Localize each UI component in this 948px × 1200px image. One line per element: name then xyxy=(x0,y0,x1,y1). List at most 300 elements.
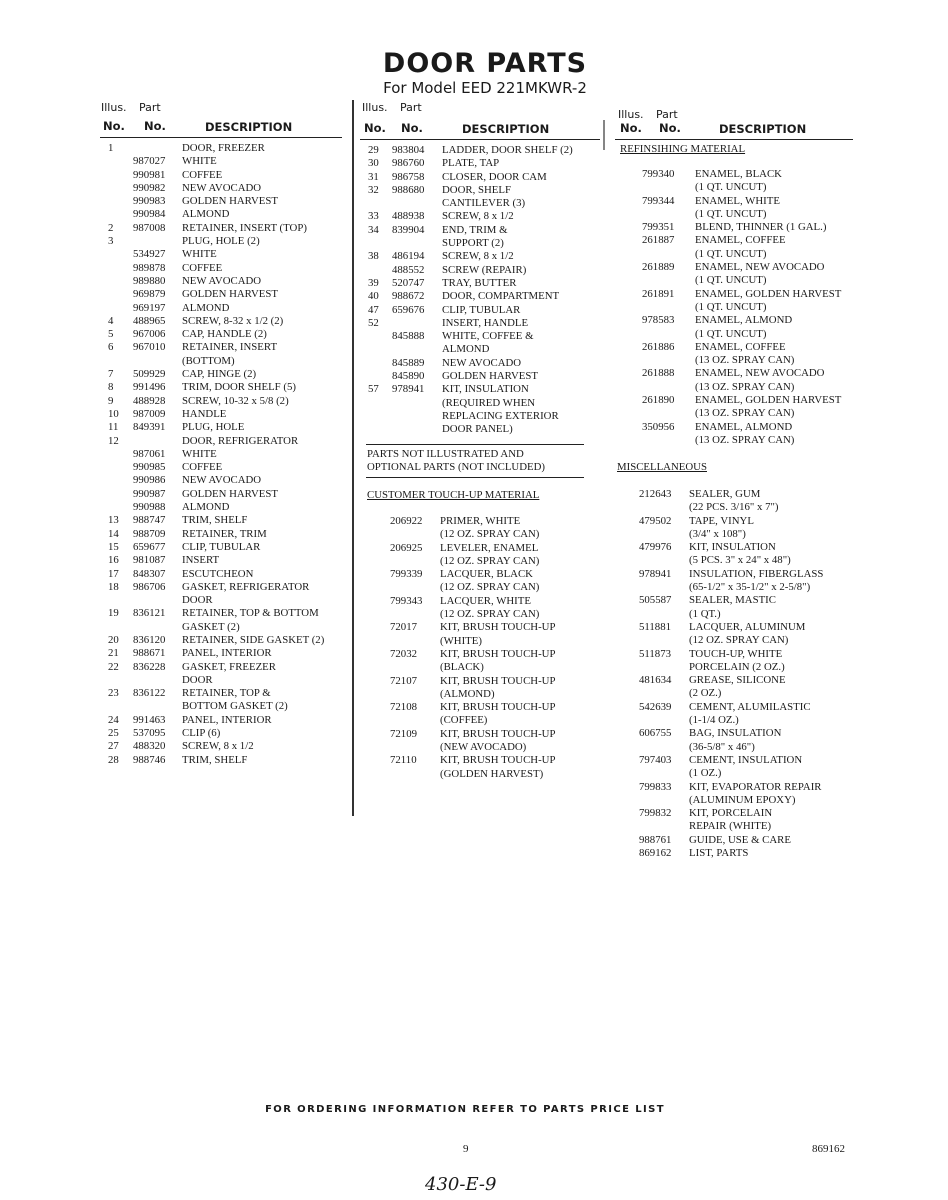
description: TRIM, DOOR SHELF (5) xyxy=(182,381,296,394)
col1-header-rule xyxy=(100,137,342,138)
description: KIT, BRUSH TOUCH-UP xyxy=(440,647,556,660)
illus-no: 4 xyxy=(108,314,114,327)
description: TRIM, SHELF xyxy=(182,514,248,527)
part-no: 987009 xyxy=(133,407,166,420)
illus-no: 28 xyxy=(108,753,119,766)
illus-no: 15 xyxy=(108,540,119,553)
description: LACQUER, WHITE xyxy=(440,594,531,607)
part-no: 72109 xyxy=(390,727,417,740)
part-no: 845888 xyxy=(392,330,425,343)
part-no: 350956 xyxy=(642,420,675,433)
description: COFFEE xyxy=(182,168,223,181)
description: GOLDEN HARVEST xyxy=(182,288,279,301)
illus-no: 31 xyxy=(368,170,379,183)
col3-header-illus: Illus. xyxy=(618,108,644,121)
part-no: 981087 xyxy=(133,554,166,567)
part-no: 797403 xyxy=(639,753,672,766)
part-no: 799832 xyxy=(639,807,672,820)
description: BOTTOM GASKET (2) xyxy=(182,700,288,713)
part-no: 206925 xyxy=(390,541,423,554)
description: ENAMEL, ALMOND xyxy=(695,420,793,433)
description: BAG, INSULATION xyxy=(689,727,782,740)
part-no: 987008 xyxy=(133,221,166,234)
description: (ALUMINUM EPOXY) xyxy=(689,793,796,806)
part-no: 967006 xyxy=(133,328,166,341)
part-no: 505587 xyxy=(639,594,672,607)
description: ENAMEL, COFFEE xyxy=(695,340,786,353)
description: (2 OZ.) xyxy=(689,687,722,700)
illus-no: 24 xyxy=(108,713,119,726)
part-no: 849391 xyxy=(133,421,166,434)
part-no: 987061 xyxy=(133,447,166,460)
description: (1 QT. UNCUT) xyxy=(695,274,767,287)
description: CLIP (6) xyxy=(182,727,221,740)
description: (ALMOND) xyxy=(440,687,495,700)
description: REPAIR (WHITE) xyxy=(689,820,772,833)
description: CAP, HANDLE (2) xyxy=(182,328,267,341)
illus-no: 32 xyxy=(368,183,379,196)
description: ENAMEL, NEW AVOCADO xyxy=(695,367,825,380)
illus-no: 11 xyxy=(108,421,119,434)
part-no: 986760 xyxy=(392,157,425,170)
description: PORCELAIN (2 OZ.) xyxy=(689,660,785,673)
illus-no: 40 xyxy=(368,290,379,303)
illus-no: 27 xyxy=(108,740,119,753)
part-no: 534927 xyxy=(133,248,166,261)
part-no: 511873 xyxy=(639,647,671,660)
col1-header-illus: Illus. xyxy=(101,101,127,114)
illus-no: 14 xyxy=(108,527,119,540)
description: ENAMEL, COFFEE xyxy=(695,234,786,247)
part-no: 261891 xyxy=(642,287,675,300)
part-no: 839904 xyxy=(392,223,425,236)
illus-no: 9 xyxy=(108,394,114,407)
model-subtitle: For Model EED 221MKWR-2 xyxy=(383,79,587,97)
description: ENAMEL, ALMOND xyxy=(695,314,793,327)
description: (3/4" x 108") xyxy=(689,527,746,540)
part-no: 990985 xyxy=(133,461,166,474)
part-no: 659677 xyxy=(133,540,166,553)
part-no: 990982 xyxy=(133,181,166,194)
description: GASKET (2) xyxy=(182,620,240,633)
description: NEW AVOCADO xyxy=(182,274,262,287)
illus-no: 10 xyxy=(108,407,119,420)
part-no: 869162 xyxy=(639,847,672,860)
description: (WHITE) xyxy=(440,634,482,647)
description: KIT, EVAPORATOR REPAIR xyxy=(689,780,822,793)
description: GOLDEN HARVEST xyxy=(442,370,539,383)
description: DOOR xyxy=(182,673,213,686)
illus-no: 22 xyxy=(108,660,119,673)
description: GREASE, SILICONE xyxy=(689,674,786,687)
part-no: 978941 xyxy=(392,383,425,396)
col1-header-part-no: No. xyxy=(144,119,166,133)
description: SCREW, 8-32 x 1/2 (2) xyxy=(182,314,284,327)
description: GASKET, REFRIGERATOR xyxy=(182,580,310,593)
description: RETAINER, INSERT xyxy=(182,341,278,354)
illus-no: 12 xyxy=(108,434,119,447)
description: (5 PCS. 3" x 24" x 48") xyxy=(689,554,791,567)
description: KIT, BRUSH TOUCH-UP xyxy=(440,621,556,634)
illus-no: 20 xyxy=(108,633,119,646)
description: (12 OZ. SPRAY CAN) xyxy=(440,581,540,594)
part-no: 990983 xyxy=(133,195,166,208)
description: NEW AVOCADO xyxy=(182,181,262,194)
description: DOOR PANEL) xyxy=(442,423,513,436)
description: LACQUER, BLACK xyxy=(440,568,533,581)
description: RETAINER, TRIM xyxy=(182,527,267,540)
description: (13 OZ. SPRAY CAN) xyxy=(695,407,795,420)
part-no: 261886 xyxy=(642,340,675,353)
refinishing-heading: REFINSIHING MATERIAL xyxy=(620,143,746,155)
part-no: 988672 xyxy=(392,290,425,303)
col2-section-rule xyxy=(366,444,584,445)
part-no: 72107 xyxy=(390,674,417,687)
part-no: 511881 xyxy=(639,620,671,633)
description: ALMOND xyxy=(182,208,230,221)
description: (GOLDEN HARVEST) xyxy=(440,767,544,780)
illus-no: 57 xyxy=(368,383,379,396)
col2-header-description: DESCRIPTION xyxy=(462,122,550,136)
description: SCREW, 8 x 1/2 xyxy=(182,740,254,753)
description: NEW AVOCADO xyxy=(442,356,522,369)
part-no: 479976 xyxy=(639,541,672,554)
description: (COFFEE) xyxy=(440,714,488,727)
illus-no: 25 xyxy=(108,727,119,740)
description: (1 OZ.) xyxy=(689,767,722,780)
description: SCREW (REPAIR) xyxy=(442,263,527,276)
part-no: 799340 xyxy=(642,168,675,180)
description: SCREW, 10-32 x 5/8 (2) xyxy=(182,394,289,407)
part-no: 659676 xyxy=(392,303,425,316)
description: WHITE xyxy=(182,447,217,460)
col2-notes-rule xyxy=(366,477,584,478)
part-no: 799343 xyxy=(390,594,423,607)
description: SCREW, 8 x 1/2 xyxy=(442,250,514,263)
part-no: 991496 xyxy=(133,381,166,394)
description: PLUG, HOLE (2) xyxy=(182,235,260,248)
illus-no: 52 xyxy=(368,316,379,329)
description: CAP, HINGE (2) xyxy=(182,368,257,381)
part-no: 836121 xyxy=(133,607,166,620)
description: (36-5/8" x 46") xyxy=(689,740,755,753)
illus-no: 7 xyxy=(108,368,114,381)
description: RETAINER, TOP & xyxy=(182,687,271,700)
part-no: 836122 xyxy=(133,687,166,700)
description: GASKET, FREEZER xyxy=(182,660,276,673)
description: GUIDE, USE & CARE xyxy=(689,833,791,846)
description: (1-1/4 OZ.) xyxy=(689,714,739,727)
part-no: 990987 xyxy=(133,487,166,500)
illus-no: 13 xyxy=(108,514,119,527)
description: (12 OZ. SPRAY CAN) xyxy=(689,634,789,647)
description: KIT, PORCELAIN xyxy=(689,807,773,820)
description: BLEND, THINNER (1 GAL.) xyxy=(695,221,827,234)
description: LADDER, DOOR SHELF (2) xyxy=(442,144,573,156)
description: (13 OZ. SPRAY CAN) xyxy=(695,354,795,367)
part-no: 488938 xyxy=(392,210,425,223)
column-divider-2 xyxy=(603,120,605,150)
part-no: 990984 xyxy=(133,208,166,221)
description: CANTILEVER (3) xyxy=(442,197,526,210)
illus-no: 5 xyxy=(108,328,114,341)
part-no: 988761 xyxy=(639,833,672,846)
description: GOLDEN HARVEST xyxy=(182,195,279,208)
description: CLIP, TUBULAR xyxy=(182,540,261,553)
part-no: 990988 xyxy=(133,501,166,514)
misc-heading: MISCELLANEOUS xyxy=(617,461,707,473)
part-no: 848307 xyxy=(133,567,166,580)
col2-note-line1: PARTS NOT ILLUSTRATED AND xyxy=(367,448,524,460)
part-no: 988709 xyxy=(133,527,166,540)
description: ALMOND xyxy=(442,343,490,356)
col3-header-part-no: No. xyxy=(659,121,681,135)
description: LIST, PARTS xyxy=(689,847,749,860)
part-no: 845890 xyxy=(392,370,425,383)
description: INSERT xyxy=(182,554,220,567)
part-no: 799344 xyxy=(642,194,675,207)
description: KIT, BRUSH TOUCH-UP xyxy=(440,754,556,767)
description: ENAMEL, BLACK xyxy=(695,168,782,180)
description: RETAINER, INSERT (TOP) xyxy=(182,221,307,234)
description: DOOR, COMPARTMENT xyxy=(442,290,560,303)
description: (12 OZ. SPRAY CAN) xyxy=(440,554,540,567)
part-no: 72032 xyxy=(390,647,417,660)
col2-header-part-no: No. xyxy=(401,121,423,135)
column-divider-1 xyxy=(352,100,354,816)
description: PANEL, INTERIOR xyxy=(182,647,272,660)
part-no: 488928 xyxy=(133,394,166,407)
part-no: 978583 xyxy=(642,314,675,327)
part-no: 990981 xyxy=(133,168,166,181)
page-number: 9 xyxy=(463,1143,469,1155)
part-no: 212643 xyxy=(639,488,672,500)
part-no: 261888 xyxy=(642,367,675,380)
col3-header-description: DESCRIPTION xyxy=(719,122,807,136)
description: KIT, BRUSH TOUCH-UP xyxy=(440,674,556,687)
part-no: 72108 xyxy=(390,701,417,714)
col2-header-illus: Illus. xyxy=(362,101,388,114)
description: TOUCH-UP, WHITE xyxy=(689,647,783,660)
col1-header-no: No. xyxy=(103,119,125,133)
description: (NEW AVOCADO) xyxy=(440,741,527,754)
part-no: 969879 xyxy=(133,288,166,301)
part-no: 72110 xyxy=(390,754,417,767)
description: REPLACING EXTERIOR xyxy=(442,409,559,422)
illus-no: 23 xyxy=(108,687,119,700)
part-no: 537095 xyxy=(133,727,166,740)
illus-no: 47 xyxy=(368,303,379,316)
illus-no: 39 xyxy=(368,276,379,289)
col2-note-line2: OPTIONAL PARTS (NOT INCLUDED) xyxy=(367,461,546,474)
description: KIT, BRUSH TOUCH-UP xyxy=(440,701,556,714)
part-no: 479502 xyxy=(639,514,672,527)
part-no: 845889 xyxy=(392,356,425,369)
description: ALMOND xyxy=(182,301,230,314)
description: KIT, BRUSH TOUCH-UP xyxy=(440,727,556,740)
description: INSERT, HANDLE xyxy=(442,316,529,329)
part-no: 799351 xyxy=(642,221,675,234)
part-no: 799833 xyxy=(639,780,672,793)
description: SEALER, MASTIC xyxy=(689,594,776,607)
description: (13 OZ. SPRAY CAN) xyxy=(695,433,795,446)
description: (1 QT. UNCUT) xyxy=(695,207,767,220)
description: (1 QT.) xyxy=(689,607,721,620)
illus-no: 17 xyxy=(108,567,119,580)
illus-no: 1 xyxy=(108,142,114,154)
part-no: 967010 xyxy=(133,341,166,354)
part-no: 991463 xyxy=(133,713,166,726)
description: COFFEE xyxy=(182,261,223,274)
part-no: 72017 xyxy=(390,621,417,634)
part-no: 986758 xyxy=(392,170,425,183)
illus-no: 33 xyxy=(368,210,379,223)
illus-no: 6 xyxy=(108,341,114,354)
part-no: 488965 xyxy=(133,314,166,327)
description: (12 OZ. SPRAY CAN) xyxy=(440,528,540,541)
part-no: 836120 xyxy=(133,633,166,646)
description: (12 OZ. SPRAY CAN) xyxy=(440,608,540,621)
illus-no: 18 xyxy=(108,580,119,593)
description: (1 QT. UNCUT) xyxy=(695,327,767,340)
description: TRIM, SHELF xyxy=(182,753,248,766)
part-no: 799339 xyxy=(390,568,423,581)
part-no: 989880 xyxy=(133,274,166,287)
col1-header-part: Part xyxy=(139,101,161,114)
description: ENAMEL, GOLDEN HARVEST xyxy=(695,287,842,300)
document-number: 869162 xyxy=(812,1143,845,1155)
part-no: 986706 xyxy=(133,580,166,593)
page-title: DOOR PARTS xyxy=(382,48,588,79)
description: SUPPORT (2) xyxy=(442,237,504,250)
part-no: 606755 xyxy=(639,727,672,740)
description: PLATE, TAP xyxy=(442,157,500,170)
description: TRAY, BUTTER xyxy=(442,276,517,289)
description: CLIP, TUBULAR xyxy=(442,303,521,316)
description: (1 QT. UNCUT) xyxy=(695,181,767,194)
description: DOOR, FREEZER xyxy=(182,142,265,154)
illus-no: 8 xyxy=(108,381,114,394)
part-no: 988680 xyxy=(392,183,425,196)
part-no: 978941 xyxy=(639,567,672,580)
col2-header-no: No. xyxy=(364,121,386,135)
part-no: 990986 xyxy=(133,474,166,487)
description: (1 QT. UNCUT) xyxy=(695,247,767,260)
touchup-heading: CUSTOMER TOUCH-UP MATERIAL xyxy=(367,489,540,501)
description: CEMENT, ALUMILASTIC xyxy=(689,700,811,713)
illus-no: 16 xyxy=(108,554,119,567)
description: DOOR, REFRIGERATOR xyxy=(182,434,299,447)
description: HANDLE xyxy=(182,407,227,420)
part-no: 520747 xyxy=(392,276,425,289)
description: ENAMEL, WHITE xyxy=(695,194,780,207)
description: SCREW, 8 x 1/2 xyxy=(442,210,514,223)
description: RETAINER, TOP & BOTTOM xyxy=(182,607,319,620)
ordering-note: FOR ORDERING INFORMATION REFER TO PARTS PRICE LIST xyxy=(265,1104,665,1115)
description: (BOTTOM) xyxy=(182,354,235,367)
part-no: 486194 xyxy=(392,250,425,263)
part-no: 261890 xyxy=(642,394,675,407)
description: (REQUIRED WHEN xyxy=(442,396,536,409)
part-no: 206922 xyxy=(390,515,423,527)
part-no: 542639 xyxy=(639,700,672,713)
description: WHITE, COFFEE & xyxy=(442,330,534,343)
col2-header-part: Part xyxy=(400,101,422,114)
description: NEW AVOCADO xyxy=(182,474,262,487)
col3-header-rule xyxy=(615,139,853,140)
description: LEVELER, ENAMEL xyxy=(440,541,539,554)
illus-no: 29 xyxy=(368,144,379,156)
col3-header-no: No. xyxy=(620,121,642,135)
col1-header-description: DESCRIPTION xyxy=(205,120,293,134)
part-no: 488320 xyxy=(133,740,166,753)
description: COFFEE xyxy=(182,461,223,474)
illus-no: 3 xyxy=(108,235,114,248)
part-no: 988747 xyxy=(133,514,166,527)
part-no: 836228 xyxy=(133,660,166,673)
description: (13 OZ. SPRAY CAN) xyxy=(695,380,795,393)
part-no: 481634 xyxy=(639,674,672,687)
part-no: 988671 xyxy=(133,647,166,660)
description: (22 PCS. 3/16" x 7") xyxy=(689,501,779,514)
description: DOOR xyxy=(182,594,213,607)
description: PRIMER, WHITE xyxy=(440,515,521,527)
description: LACQUER, ALUMINUM xyxy=(689,620,806,633)
description: KIT, INSULATION xyxy=(689,541,776,554)
description: END, TRIM & xyxy=(442,223,508,236)
part-no: 261887 xyxy=(642,234,675,247)
handwritten-note: 430-E-9 xyxy=(425,1174,497,1195)
part-no: 988746 xyxy=(133,753,166,766)
description: WHITE xyxy=(182,248,217,261)
description: RETAINER, SIDE GASKET (2) xyxy=(182,633,325,646)
part-no: 989878 xyxy=(133,261,166,274)
description: DOOR, SHELF xyxy=(442,183,511,196)
description: (1 QT. UNCUT) xyxy=(695,300,767,313)
illus-no: 2 xyxy=(108,221,114,234)
description: ENAMEL, GOLDEN HARVEST xyxy=(695,394,842,407)
illus-no: 21 xyxy=(108,647,119,660)
part-no: 509929 xyxy=(133,368,166,381)
description: PLUG, HOLE xyxy=(182,421,245,434)
col2-header-rule xyxy=(360,139,600,140)
description: INSULATION, FIBERGLASS xyxy=(689,567,824,580)
description: CEMENT, INSULATION xyxy=(689,753,803,766)
part-no: 987027 xyxy=(133,155,166,168)
part-no: 488552 xyxy=(392,263,425,276)
description: SEALER, GUM xyxy=(689,488,761,500)
col3-header-part: Part xyxy=(656,108,678,121)
part-no: 261889 xyxy=(642,261,675,274)
description: ALMOND xyxy=(182,501,230,514)
description: ESCUTCHEON xyxy=(182,567,254,580)
description: CLOSER, DOOR CAM xyxy=(442,170,547,183)
col2-notes xyxy=(367,448,545,475)
description: PANEL, INTERIOR xyxy=(182,713,272,726)
part-no: 983804 xyxy=(392,144,425,156)
description: KIT, INSULATION xyxy=(442,383,529,396)
part-no: 969197 xyxy=(133,301,166,314)
description: ENAMEL, NEW AVOCADO xyxy=(695,261,825,274)
illus-no: 38 xyxy=(368,250,379,263)
illus-no: 19 xyxy=(108,607,119,620)
illus-no: 30 xyxy=(368,157,379,170)
description: GOLDEN HARVEST xyxy=(182,487,279,500)
illus-no: 34 xyxy=(368,223,379,236)
description: TAPE, VINYL xyxy=(689,514,754,527)
description: WHITE xyxy=(182,155,217,168)
description: (65-1/2" x 35-1/2" x 2-5/8") xyxy=(689,581,811,594)
